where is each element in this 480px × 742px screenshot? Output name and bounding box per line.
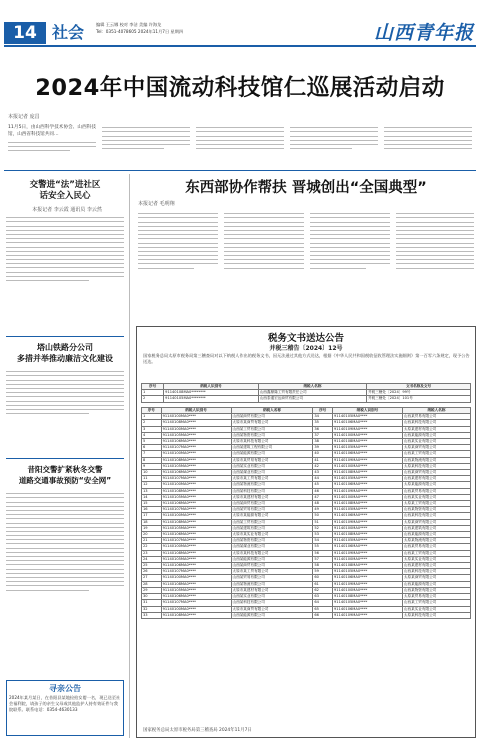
table-cell: 59 <box>313 569 333 575</box>
table-cell: 91140100MA0**** <box>161 482 231 488</box>
table-cell: 91140109MA0**** <box>333 581 403 587</box>
table-cell: 91140105MA0**** <box>333 476 403 482</box>
table-cell: 91140106MA0**** <box>333 482 403 488</box>
main-article-col-5 <box>384 124 472 168</box>
table-cell: 8 <box>142 457 162 463</box>
table-cell: 9 <box>142 463 162 469</box>
table-cell: 山西某能源有限公司 <box>231 556 313 562</box>
table-cell: 山西某能源有限公司 <box>231 612 313 618</box>
table-cell: 山西某工贸有限公司 <box>402 451 470 457</box>
header-meta <box>96 21 183 35</box>
table-cell: 40 <box>313 451 333 457</box>
table-cell: 16 <box>142 507 162 513</box>
table-cell: 53 <box>313 532 333 538</box>
table-cell: 56 <box>313 550 333 556</box>
editor-line: 编辑 王云娜 校对 李洁 美编 许海龙 <box>96 22 162 27</box>
tax-table-taxpayers-header-cell: 序号 <box>142 408 162 414</box>
table-cell: 太原市某贸易有限公司 <box>231 457 313 463</box>
table-cell: 22 <box>142 544 162 550</box>
table-cell: 29 <box>142 587 162 593</box>
table-cell: 50 <box>313 513 333 519</box>
main-article-col-3 <box>196 124 284 168</box>
tax-table-documents-header-cell: 序号 <box>142 384 164 390</box>
newspaper-masthead: 山西青年报 <box>373 22 474 44</box>
table-cell: 太原某商贸有限公司 <box>402 519 470 525</box>
table-cell: 山西某建筑工程有限公司 <box>231 445 313 451</box>
table-cell: 太原某实业有限公司 <box>402 556 470 562</box>
tax-table-documents-header-cell: 纳税人识别号 <box>164 384 259 390</box>
table-cell: 91140105MA0**** <box>161 494 231 500</box>
article-jincheng-col-1 <box>138 210 218 322</box>
notice-title: 寻亲公告 <box>49 684 81 693</box>
table-cell: 27 <box>142 575 162 581</box>
table-cell: 山西某实业有限公司 <box>231 594 313 600</box>
table-cell: 30 <box>142 594 162 600</box>
article-tashan-railway-body <box>6 368 124 454</box>
table-cell: 91140105MA0******** <box>164 396 259 402</box>
table-cell: 山西某物资有限公司 <box>402 587 470 593</box>
column-divider <box>129 174 130 738</box>
table-cell: 38 <box>313 439 333 445</box>
table-cell: 太原市某工贸有限公司 <box>231 476 313 482</box>
table-cell: 山西某科技有限公司 <box>231 600 313 606</box>
table-cell: 45 <box>313 482 333 488</box>
table-cell: 91140106MA0**** <box>161 470 231 476</box>
tax-table-taxpayers-header-cell: 纳税人名称 <box>402 408 470 414</box>
table-cell: 15 <box>142 501 162 507</box>
table-cell: 太原某科技有限公司 <box>402 463 470 469</box>
table-cell: 山西某能源有限公司 <box>402 432 470 438</box>
table-cell: 44 <box>313 476 333 482</box>
table-cell: 太原市某能源有限公司 <box>231 513 313 519</box>
table-cell: 太原市某科技有限公司 <box>231 439 313 445</box>
table-cell: 52 <box>313 525 333 531</box>
table-cell: 91140106MA0**** <box>333 544 403 550</box>
table-cell: 山西某物资有限公司 <box>231 538 313 544</box>
table-cell: 91140100MA0**** <box>161 544 231 550</box>
table-cell: 太原市某建材有限公司 <box>231 587 313 593</box>
table-cell: 山西某工贸有限公司 <box>402 600 470 606</box>
table-cell: 91140106MA0**** <box>161 563 231 569</box>
table-cell: 55 <box>313 544 333 550</box>
table-cell: 91140100MA0**** <box>333 587 403 593</box>
table-cell: 太原某商贸有限公司 <box>402 445 470 451</box>
table-cell: 91140108MA0******** <box>164 390 259 396</box>
table-cell: 山西某商贸有限公司 <box>231 563 313 569</box>
table-cell: 太原某物流有限公司 <box>402 538 470 544</box>
table-cell: 91140108MA0**** <box>161 612 231 618</box>
table-cell: 山西某贸易有限公司 <box>231 507 313 513</box>
article-xiyang-police-body <box>6 490 124 674</box>
table-cell: 65 <box>313 606 333 612</box>
article-tashan-railway-title: 塔山铁路分公司 多措并举推动廉洁文化建设 <box>17 343 113 363</box>
table-cell: 太原某工贸有限公司 <box>402 501 470 507</box>
table-cell: 太原市某商贸有限公司 <box>231 606 313 612</box>
table-cell: 91140100MA0**** <box>333 525 403 531</box>
table-cell: 54 <box>313 538 333 544</box>
table-cell: 山西某商贸有限公司 <box>231 414 313 420</box>
table-cell: 91140109MA0**** <box>333 519 403 525</box>
table-cell: 23 <box>142 550 162 556</box>
table-cell: 山西某能源有限公司 <box>231 451 313 457</box>
table-cell: 61 <box>313 581 333 587</box>
table-cell: 91140105MA0**** <box>161 463 231 469</box>
table-cell: 57 <box>313 556 333 562</box>
table-cell: 91140108MA0**** <box>161 488 231 494</box>
table-cell: 33 <box>142 612 162 618</box>
table-cell: 山西某建材有限公司 <box>402 563 470 569</box>
table-cell: 91140106MA0**** <box>333 451 403 457</box>
tax-notice-title: 税务文书送达公告 <box>267 333 344 344</box>
table-cell: 91140109MA0**** <box>333 612 403 618</box>
table-cell: 山西某工贸有限公司 <box>402 550 470 556</box>
table-cell: 太原市某实业有限公司 <box>231 532 313 538</box>
table-cell: 91140109MA0**** <box>333 550 403 556</box>
table-cell: 山西某实业有限公司 <box>402 606 470 612</box>
tax-table-taxpayers-header-cell: 序号 <box>313 408 333 414</box>
main-article-col-1 <box>8 124 96 168</box>
table-cell: 91140106MA0**** <box>333 606 403 612</box>
section-title: 社会 <box>52 23 85 42</box>
table-cell: 48 <box>313 501 333 507</box>
table-cell: 31 <box>142 600 162 606</box>
table-cell: 24 <box>142 556 162 562</box>
table-cell: 91140105MA0**** <box>333 507 403 513</box>
tax-table-taxpayers-header-cell: 纳税人识别号 <box>333 408 403 414</box>
table-cell: 并税三稽处〔2024〕99号 <box>367 390 471 396</box>
table-cell: 66 <box>313 612 333 618</box>
table-cell: 91140108MA0**** <box>333 439 403 445</box>
table-cell: 91140107MA0**** <box>161 600 231 606</box>
table-cell: 91140100MA0**** <box>161 451 231 457</box>
article-jincheng-title: 东西部协作帮扶 晋城创出“全国典型” <box>185 180 427 196</box>
tax-notice-footer: 国家税务总局太原市税务局第三稽查局 2024年11月7日 <box>143 728 252 733</box>
table-cell: 91140106MA0**** <box>161 439 231 445</box>
table-cell: 91140107MA0**** <box>161 445 231 451</box>
main-article-lead: 11月5日，由山西科学技术协会、山西科技馆，山西省科技馆共同… <box>8 125 96 138</box>
table-cell: 4 <box>142 432 162 438</box>
table-cell: 13 <box>142 488 162 494</box>
table-cell: 47 <box>313 494 333 500</box>
table-cell: 山西某工贸有限公司 <box>231 426 313 432</box>
main-article-col-2 <box>102 124 190 168</box>
table-cell: 42 <box>313 463 333 469</box>
table-cell: 2 <box>142 396 164 402</box>
table-cell: 91140109MA0**** <box>333 457 403 463</box>
table-cell: 太原市某商贸有限公司 <box>231 420 313 426</box>
table-cell: 25 <box>142 563 162 569</box>
table-cell: 91140108MA0**** <box>161 420 231 426</box>
table-cell: 39 <box>313 445 333 451</box>
table-cell: 山西鑫鼎隆工贸有限责任公司 <box>258 390 366 396</box>
article-traffic-police-title: 交警进“法”进社区 话安全入民心 <box>29 180 101 201</box>
table-cell: 91140106MA0**** <box>161 594 231 600</box>
table-cell: 60 <box>313 575 333 581</box>
tax-notice <box>136 326 476 738</box>
tax-table-documents <box>141 383 471 403</box>
table-cell: 41 <box>313 457 333 463</box>
table-cell: 6 <box>142 445 162 451</box>
table-cell: 91140105MA0**** <box>333 538 403 544</box>
table-cell: 山西某贸易有限公司 <box>231 575 313 581</box>
table-cell: 1 <box>142 414 162 420</box>
article-traffic-police-body <box>6 214 124 332</box>
table-cell: 山西某建筑有限公司 <box>231 525 313 531</box>
table-cell: 山西某科技有限公司 <box>402 420 470 426</box>
article-traffic-police-byline: 本报记者 李云霞 通讯员 李云然 <box>32 207 102 213</box>
page-header <box>0 0 480 44</box>
table-cell: 山西某能源有限公司 <box>402 532 470 538</box>
table-cell: 91140105MA0**** <box>161 432 231 438</box>
table-cell: 49 <box>313 507 333 513</box>
table-cell: 并税三稽处〔2024〕101号 <box>367 396 471 402</box>
table-cell: 18 <box>142 519 162 525</box>
table-cell: 山西某煤业有限公司 <box>231 470 313 476</box>
table-cell: 91140106MA0**** <box>333 575 403 581</box>
main-headline: 2024年中国流动科技馆仁巡展活动启动 <box>35 75 445 101</box>
missing-person-notice <box>6 680 124 736</box>
table-cell: 山西某科技有限公司 <box>402 569 470 575</box>
table-cell: 43 <box>313 470 333 476</box>
table-cell: 91140100MA0**** <box>161 606 231 612</box>
tax-table-taxpayers <box>141 407 471 619</box>
table-cell: 山西某建筑有限公司 <box>402 525 470 531</box>
table-cell: 山西某物流有限公司 <box>231 482 313 488</box>
table-cell: 91140106MA0**** <box>333 420 403 426</box>
table-cell: 太原市某科技有限公司 <box>231 550 313 556</box>
left-divider-1 <box>6 336 124 337</box>
table-cell: 91140100MA0**** <box>333 432 403 438</box>
table-cell: 太原市某建材有限公司 <box>231 494 313 500</box>
table-cell: 91140109MA0**** <box>333 426 403 432</box>
table-cell: 山西某科技有限公司 <box>231 488 313 494</box>
table-cell: 山西某商贸有限公司 <box>231 501 313 507</box>
table-cell: 山西某贸易有限公司 <box>402 488 470 494</box>
table-cell: 51 <box>313 519 333 525</box>
table-cell: 91140108MA0**** <box>161 457 231 463</box>
article-jincheng-col-3 <box>310 210 390 322</box>
table-cell: 12 <box>142 482 162 488</box>
table-cell: 山西某实业有限公司 <box>402 494 470 500</box>
table-cell: 35 <box>313 420 333 426</box>
article-jincheng-byline: 本报记者 毛明翔 <box>138 201 175 207</box>
table-cell: 山西某实业有限公司 <box>231 463 313 469</box>
header-rule <box>4 45 476 47</box>
table-cell: 91140105MA0**** <box>333 600 403 606</box>
table-cell: 46 <box>313 488 333 494</box>
table-cell: 山西泰通宏达商贸有限公司 <box>258 396 366 402</box>
table-cell: 太原市某工贸有限公司 <box>231 569 313 575</box>
table-cell: 91140108MA0**** <box>161 581 231 587</box>
table-cell: 山西某物流有限公司 <box>402 457 470 463</box>
table-cell: 14 <box>142 494 162 500</box>
table-cell: 太原某能源有限公司 <box>402 482 470 488</box>
notice-text: 2024年某月某日，在昔阳县某地捡拾女婴一名，现已送至社会福利院，请孩子的亲生父母或其他监护人持有效证件与我院联系。联系电话：0354-4630133 <box>9 695 121 713</box>
main-article-divider <box>4 170 476 171</box>
table-cell: 太原某贸易有限公司 <box>402 594 470 600</box>
table-cell: 山西某科技有限公司 <box>402 513 470 519</box>
table-cell: 91140109MA0**** <box>333 488 403 494</box>
table-cell: 山西某商贸有限公司 <box>402 470 470 476</box>
table-cell: 91140107MA0**** <box>161 569 231 575</box>
table-cell: 太原某科技有限公司 <box>402 612 470 618</box>
table-cell: 91140100MA0**** <box>161 426 231 432</box>
table-cell: 62 <box>313 587 333 593</box>
table-row <box>142 396 471 402</box>
table-cell: 91140108MA0**** <box>333 594 403 600</box>
table-cell: 7 <box>142 451 162 457</box>
table-cell: 山西某物流有限公司 <box>231 581 313 587</box>
left-divider-2 <box>6 458 124 459</box>
table-cell: 91140105MA0**** <box>161 556 231 562</box>
table-cell: 91140105MA0**** <box>161 587 231 593</box>
tax-notice-intro: 国家税务总局太原市税务局第三稽查局对以下纳税人作出的税务文书，因无法通过其他方式送达，根据《中华人民共和国税收征收管理法实施细则》第一百零六条规定，现予公告送达。 <box>143 353 470 364</box>
main-article-col-4 <box>290 124 378 168</box>
article-jincheng-col-4 <box>396 210 474 322</box>
table-cell: 91140100MA0**** <box>161 513 231 519</box>
table-row <box>142 612 471 618</box>
table-cell: 91140105MA0**** <box>333 414 403 420</box>
table-cell: 山西某煤业有限公司 <box>231 544 313 550</box>
table-cell: 91140105MA0**** <box>161 525 231 531</box>
table-cell: 91140108MA0**** <box>333 470 403 476</box>
table-cell: 26 <box>142 569 162 575</box>
table-cell: 32 <box>142 606 162 612</box>
tax-notice-number: 并税三稽告〔2024〕12号 <box>269 345 343 352</box>
table-cell: 山西某物资有限公司 <box>231 432 313 438</box>
table-cell: 太原某商贸有限公司 <box>402 575 470 581</box>
table-cell: 3 <box>142 426 162 432</box>
table-cell: 91140106MA0**** <box>333 513 403 519</box>
table-cell: 91140107MA0**** <box>161 538 231 544</box>
table-cell: 1 <box>142 390 164 396</box>
table-cell: 19 <box>142 525 162 531</box>
table-cell: 63 <box>313 594 333 600</box>
table-cell: 2 <box>142 420 162 426</box>
page-number: 14 <box>4 22 46 44</box>
table-cell: 91140107MA0**** <box>161 476 231 482</box>
tax-table-documents-header-cell: 文书名称及文号 <box>367 384 471 390</box>
table-cell: 58 <box>313 563 333 569</box>
table-cell: 山西某建材有限公司 <box>402 476 470 482</box>
table-cell: 91140105MA0**** <box>333 445 403 451</box>
table-cell: 91140108MA0**** <box>161 550 231 556</box>
table-cell: 91140100MA0**** <box>333 556 403 562</box>
table-cell: 91140108MA0**** <box>161 519 231 525</box>
table-cell: 山西某能源有限公司 <box>402 581 470 587</box>
table-cell: 10 <box>142 470 162 476</box>
table-cell: 20 <box>142 532 162 538</box>
table-cell: 37 <box>313 432 333 438</box>
table-cell: 21 <box>142 538 162 544</box>
table-cell: 山西某工贸有限公司 <box>231 519 313 525</box>
main-byline: 本报记者 庞昌 <box>8 114 40 120</box>
tax-table-documents-header-cell: 纳税人名称 <box>258 384 366 390</box>
table-cell: 91140105MA0**** <box>333 569 403 575</box>
article-xiyang-police-title: 昔阳交警扩紧秋冬交警 道路交通事故预防“安全网” <box>18 465 112 485</box>
table-cell: 34 <box>313 414 333 420</box>
table-cell: 91140100MA0**** <box>333 463 403 469</box>
table-cell: 91140100MA0**** <box>161 575 231 581</box>
table-cell: 山西某物资有限公司 <box>402 507 470 513</box>
table-cell: 太原某建材有限公司 <box>402 426 470 432</box>
table-cell: 91140100MA0**** <box>161 414 231 420</box>
table-cell: 28 <box>142 581 162 587</box>
table-cell: 91140108MA0**** <box>333 501 403 507</box>
table-cell: 91140106MA0**** <box>161 501 231 507</box>
table-cell: 17 <box>142 513 162 519</box>
table-cell: 91140107MA0**** <box>161 507 231 513</box>
table-cell: 91140100MA0**** <box>333 494 403 500</box>
date-line: Tel：0351-4078605 2024年11月7日 星期四 <box>96 29 184 34</box>
table-cell: 5 <box>142 439 162 445</box>
table-cell: 山西某贸易有限公司 <box>402 414 470 420</box>
table-cell: 11 <box>142 476 162 482</box>
table-cell: 91140106MA0**** <box>161 532 231 538</box>
tax-table-taxpayers-header-cell: 纳税人名称 <box>231 408 313 414</box>
tax-table-taxpayers-header-cell: 纳税人识别号 <box>161 408 231 414</box>
table-cell: 山西某贸易有限公司 <box>402 544 470 550</box>
table-cell: 山西某实业有限公司 <box>402 439 470 445</box>
table-cell: 64 <box>313 600 333 606</box>
table-cell: 91140108MA0**** <box>333 532 403 538</box>
article-jincheng-col-2 <box>224 210 304 322</box>
table-cell: 91140108MA0**** <box>333 563 403 569</box>
table-cell: 36 <box>313 426 333 432</box>
